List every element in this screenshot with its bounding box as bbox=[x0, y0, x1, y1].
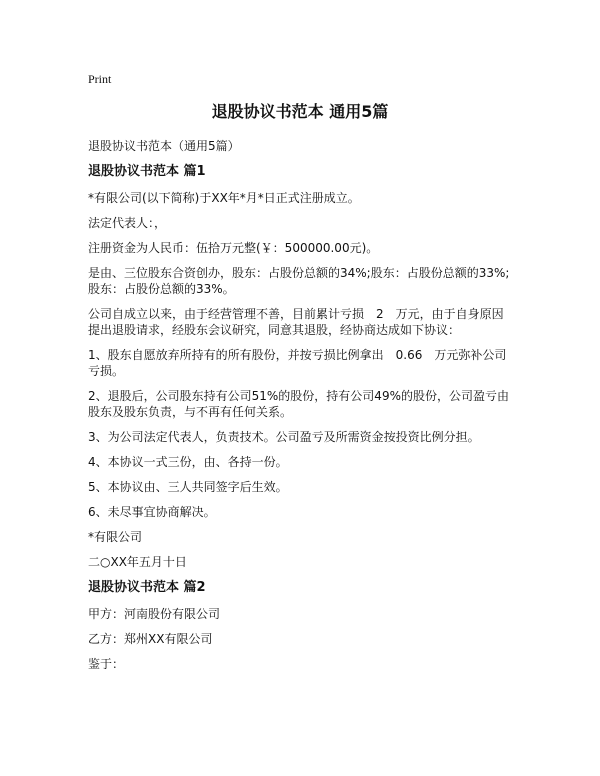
print-label: Print bbox=[88, 72, 112, 86]
paragraph: 注册资金为人民币：伍拾万元整(￥：500000.00元)。 bbox=[88, 241, 379, 255]
party-b: 乙方：郑州XX有限公司 bbox=[88, 632, 213, 646]
paragraph: 1、股东自愿放弃所持有的所有股份，并按亏损比例拿出 0.66 万元弥补公司亏损。 bbox=[88, 348, 507, 378]
section-heading-1: 退股协议书范本 篇1 bbox=[88, 164, 206, 179]
paragraph: 6、未尽事宜协商解决。 bbox=[88, 505, 216, 519]
paragraph: 公司自成立以来，由于经营管理不善，目前累计亏损 2 万元，由于自身原因提出退股请求，经股东会议研究，同意其退股，经协商达成如下协议： bbox=[88, 307, 504, 337]
paragraph: *有限公司(以下简称)于XX年*月*日正式注册成立。 bbox=[88, 191, 360, 205]
party-a: 甲方：河南股份有限公司 bbox=[88, 607, 221, 621]
paragraph: 4、本协议一式三份，由、各持一份。 bbox=[88, 455, 288, 469]
signature-date: 二○XX年五月十日 bbox=[88, 555, 187, 569]
document-title: 退股协议书范本 通用5篇 bbox=[211, 102, 389, 121]
document-subtitle: 退股协议书范本（通用5篇） bbox=[88, 139, 240, 153]
paragraph: 3、为公司法定代表人，负责技术。公司盈亏及所需资金按投资比例分担。 bbox=[88, 430, 480, 444]
whereas-clause: 鉴于： bbox=[88, 657, 125, 671]
paragraph: 是由、三位股东合资创办，股东：占股份总额的34%;股东：占股份总额的33%;股东：占股份总额的33%。 bbox=[88, 266, 510, 296]
company-signature: *有限公司 bbox=[88, 530, 143, 544]
paragraph: 法定代表人：， bbox=[88, 216, 167, 230]
paragraph: 5、本协议由、三人共同签字后生效。 bbox=[88, 480, 288, 494]
section-heading-2: 退股协议书范本 篇2 bbox=[88, 580, 206, 595]
paragraph: 2、退股后，公司股东持有公司51%的股份，持有公司49%的股份，公司盈亏由股东及股东负责，与不再有任何关系。 bbox=[88, 389, 509, 419]
